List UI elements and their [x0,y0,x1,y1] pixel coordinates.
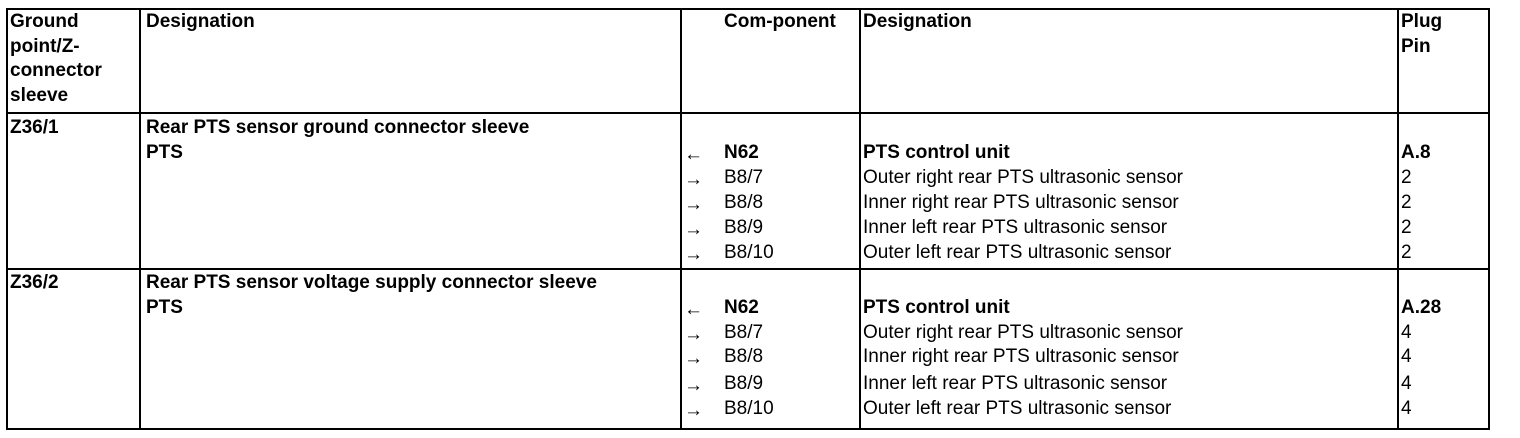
arrow-right-icon: → [684,375,703,396]
header-text: Ground [10,11,79,32]
plug-pin: 2 [1401,167,1412,188]
group-designation-line: PTS [146,141,183,163]
header-text: point/Z- [10,35,80,57]
header-plug-pin [1401,10,1442,59]
group-designation-line: Rear PTS sensor voltage supply connector sleeve [146,272,597,293]
plug-pin: 2 [1401,217,1412,238]
component-designation: Inner right rear PTS ultrasonic sensor [863,346,1179,367]
header-ground-point [10,10,102,108]
arrow-right-icon: → [684,400,703,421]
plug-pin: 2 [1401,192,1412,213]
arrow-right-icon: → [684,219,703,240]
arrow-left-icon: ← [684,144,703,165]
header-designation: Designation [146,11,255,32]
column-divider [859,10,861,428]
component-designation: PTS control unit [863,297,1010,318]
component-code: N62 [724,142,759,163]
column-divider [680,10,682,428]
arrow-right-icon: → [684,348,703,369]
component-designation: Inner left rear PTS ultrasonic sensor [863,373,1168,394]
plug-pin: A.8 [1401,142,1431,163]
component-designation: Inner left rear PTS ultrasonic sensor [863,217,1168,238]
group-divider [8,268,1488,270]
component-code: B8/10 [724,398,774,419]
plug-pin: 4 [1401,322,1412,343]
component-code: B8/9 [724,217,764,238]
header-text: Pin [1401,35,1431,57]
plug-pin: 2 [1401,242,1412,263]
header-divider [8,112,1488,114]
arrow-right-icon: → [684,169,703,190]
component-designation: Outer left rear PTS ultrasonic sensor [863,242,1172,263]
header-component: Com-ponent [724,11,836,32]
group-designation [146,271,597,320]
arrow-left-icon: ← [684,299,703,320]
header-component-designation: Designation [863,11,972,32]
component-designation: Outer right rear PTS ultrasonic sensor [863,167,1183,188]
group-designation-line: PTS [146,296,183,318]
column-divider [1397,10,1399,428]
component-code: B8/8 [724,346,764,367]
header-text: sleeve [10,84,69,106]
component-code: B8/7 [724,322,764,343]
component-code: B8/8 [724,192,764,213]
ground-point-id: Z36/2 [10,272,59,293]
arrow-right-icon: → [684,324,703,345]
component-code: B8/9 [724,373,764,394]
component-designation: Outer right rear PTS ultrasonic sensor [863,322,1183,343]
component-code: N62 [724,297,759,318]
component-code: B8/10 [724,242,774,263]
plug-pin: 4 [1401,398,1412,419]
header-text: Plug [1401,11,1443,32]
group-designation-line: Rear PTS sensor ground connector sleeve [146,117,530,138]
arrow-right-icon: → [684,194,703,215]
header-text: connector [10,60,102,81]
arrow-right-icon: → [684,244,703,265]
ground-point-id: Z36/1 [10,117,59,138]
connector-table [6,8,1490,430]
plug-pin: 4 [1401,346,1412,367]
component-designation: PTS control unit [863,142,1010,163]
component-designation: Outer left rear PTS ultrasonic sensor [863,398,1172,419]
group-designation [146,116,529,165]
plug-pin: 4 [1401,373,1412,394]
plug-pin: A.28 [1401,297,1442,318]
component-code: B8/7 [724,167,764,188]
component-designation: Inner right rear PTS ultrasonic sensor [863,192,1179,213]
column-divider [139,10,141,428]
